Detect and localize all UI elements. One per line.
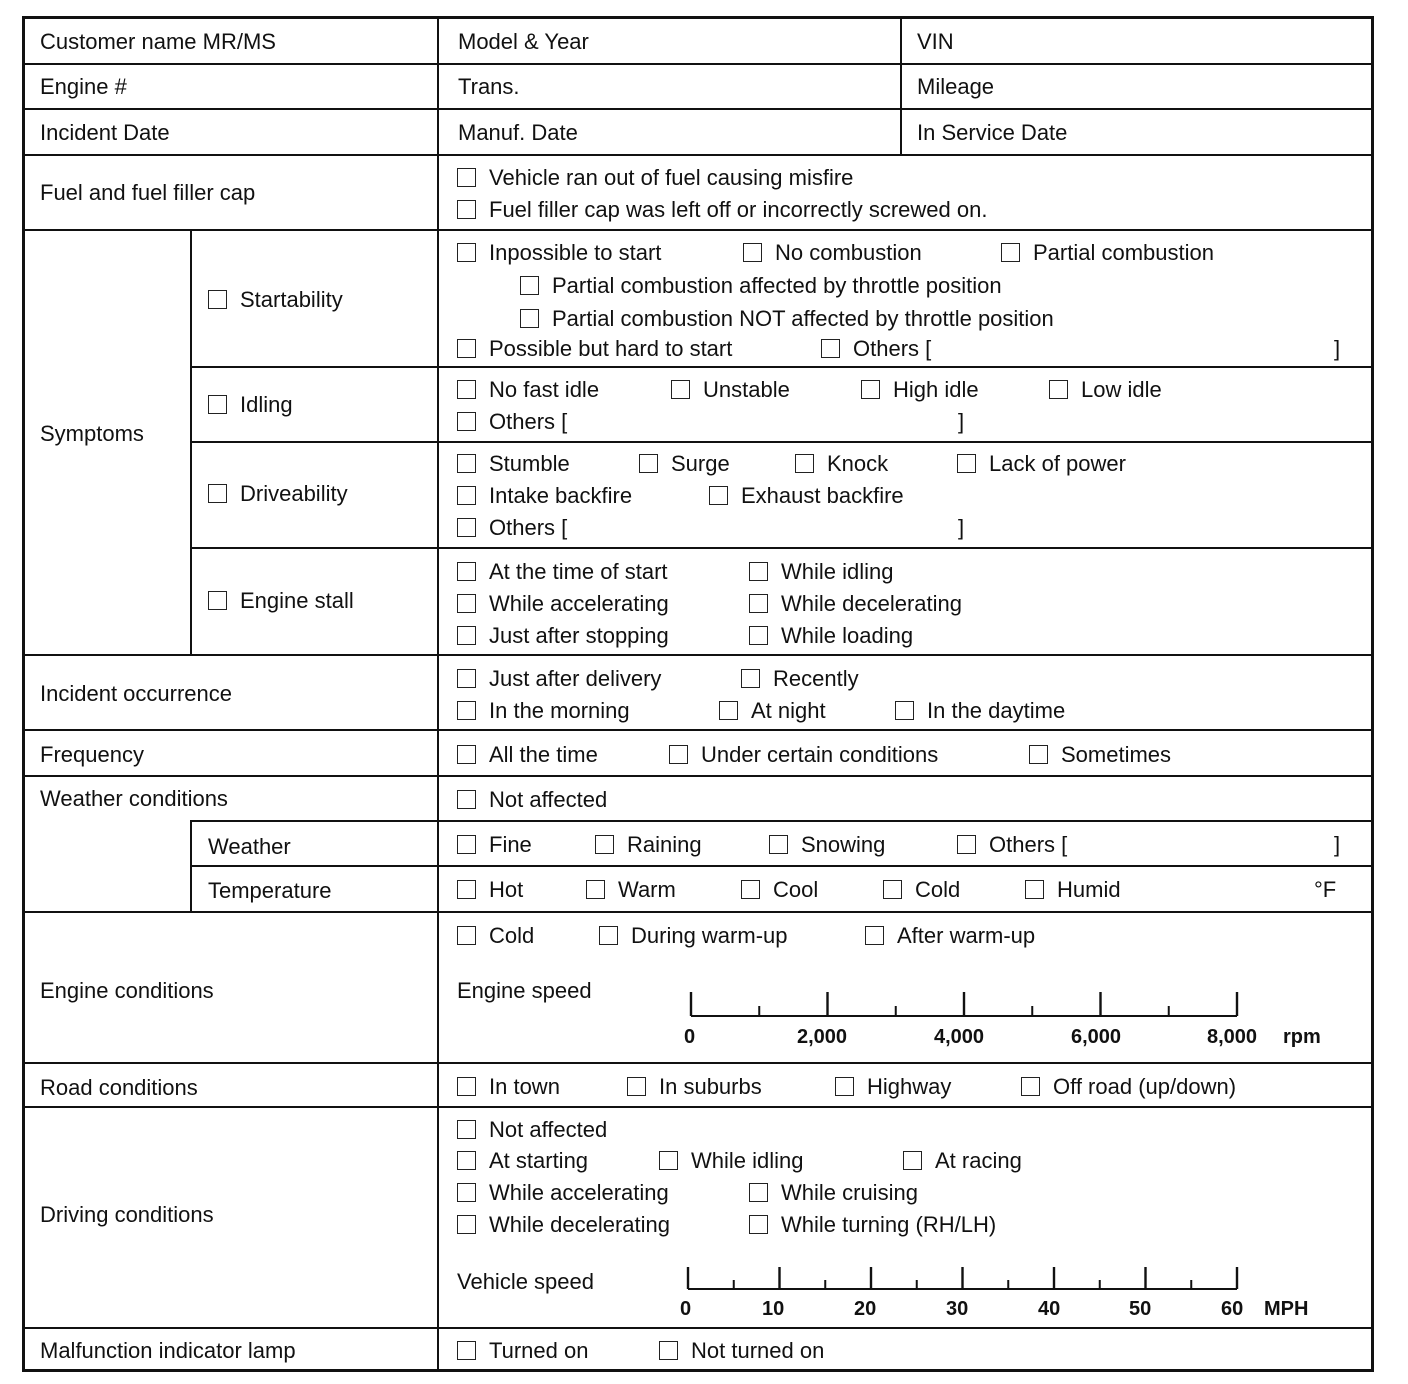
trans-label: Trans. — [458, 74, 520, 99]
stumble-text: Stumble — [489, 451, 570, 476]
driveability-checkbox[interactable] — [208, 484, 227, 503]
outer-border-right — [1371, 16, 1374, 1372]
row-line — [22, 63, 1374, 65]
stall-while-idling-checkbox[interactable] — [749, 562, 768, 581]
morning-checkbox[interactable] — [457, 701, 476, 720]
fuel-ran-out-text: Vehicle ran out of fuel causing misfire — [489, 165, 854, 190]
at-racing-checkbox[interactable] — [903, 1151, 922, 1170]
temperature-label: Temperature — [208, 878, 332, 903]
daytime-text: In the daytime — [927, 698, 1066, 723]
hard-to-start-checkbox[interactable] — [457, 339, 476, 358]
certain-conditions-checkbox[interactable] — [669, 745, 688, 764]
driving-accelerating-text: While accelerating — [489, 1180, 669, 1205]
weather-others-checkbox[interactable] — [957, 835, 976, 854]
at-starting-checkbox[interactable] — [457, 1151, 476, 1170]
startability-label: Startability — [240, 287, 343, 312]
engine-tick-label: 6,000 — [1071, 1026, 1122, 1048]
cool-text: Cool — [773, 877, 819, 902]
in-suburbs-text: In suburbs — [659, 1074, 762, 1099]
vehicle-tick-label: 50 — [1129, 1298, 1152, 1320]
stall-after-stopping-checkbox[interactable] — [457, 626, 476, 645]
row-line — [22, 1327, 1374, 1329]
driving-not-affected-text: Not affected — [489, 1117, 608, 1142]
filler-cap-checkbox[interactable] — [457, 200, 476, 219]
startability-others-close: ] — [1334, 336, 1341, 361]
off-road-checkbox[interactable] — [1021, 1077, 1040, 1096]
stall-while-accelerating-text: While accelerating — [489, 591, 669, 616]
row-line — [22, 154, 1374, 156]
model-year-label: Model & Year — [458, 29, 589, 54]
manuf-date-label: Manuf. Date — [458, 120, 578, 145]
mil-not-turned-on-text: Not turned on — [691, 1338, 825, 1363]
column-divider — [437, 16, 439, 1372]
stall-while-loading-text: While loading — [781, 623, 914, 648]
partial-not-throttle-checkbox[interactable] — [520, 309, 539, 328]
at-racing-text: At racing — [935, 1148, 1022, 1173]
row-line — [190, 547, 1374, 549]
intake-backfire-text: Intake backfire — [489, 483, 633, 508]
startability-others-checkbox[interactable] — [821, 339, 840, 358]
fine-text: Fine — [489, 832, 532, 857]
no-fast-idle-text: No fast idle — [489, 377, 600, 402]
row-line — [22, 775, 1374, 777]
high-idle-text: High idle — [893, 377, 979, 402]
unstable-text: Unstable — [703, 377, 790, 402]
knock-text: Knock — [827, 451, 889, 476]
startability-checkbox[interactable] — [208, 290, 227, 309]
weather-sub-label: Weather — [208, 834, 291, 859]
vehicle-speed-scale — [678, 1262, 1248, 1296]
mil-turned-on-checkbox[interactable] — [457, 1341, 476, 1360]
no-combustion-text: No combustion — [775, 240, 922, 265]
row-line — [190, 820, 1374, 822]
vehicle-tick-label: 10 — [762, 1298, 785, 1320]
idling-others-text[interactable]: Others [ — [489, 409, 568, 434]
surge-checkbox[interactable] — [639, 454, 658, 473]
humid-checkbox[interactable] — [1025, 880, 1044, 899]
idling-others-checkbox[interactable] — [457, 412, 476, 431]
customer-name-label: Customer name MR/MS — [40, 29, 276, 54]
raining-text: Raining — [627, 832, 702, 857]
row-line — [190, 366, 1374, 368]
exhaust-backfire-text: Exhaust backfire — [741, 483, 904, 508]
weather-others-close: ] — [1334, 832, 1341, 857]
cold-text: Cold — [915, 877, 961, 902]
low-idle-text: Low idle — [1081, 377, 1162, 402]
idling-checkbox[interactable] — [208, 395, 227, 414]
partial-not-throttle-text: Partial combustion NOT affected by throttle position — [552, 306, 1054, 331]
driveability-others-close: ] — [958, 515, 965, 540]
fuel-label: Fuel and fuel filler cap — [40, 180, 256, 205]
knock-checkbox[interactable] — [795, 454, 814, 473]
stall-while-loading-checkbox[interactable] — [749, 626, 768, 645]
highway-text: Highway — [867, 1074, 952, 1099]
driving-turning-text: While turning (RH/LH) — [781, 1212, 997, 1237]
row-line — [22, 911, 1374, 913]
engine-tick-label: 8,000 — [1207, 1026, 1258, 1048]
fine-checkbox[interactable] — [457, 835, 476, 854]
highway-checkbox[interactable] — [835, 1077, 854, 1096]
temperature-unit: °F — [1314, 877, 1337, 902]
impossible-start-checkbox[interactable] — [457, 243, 476, 262]
vehicle-tick-label: 30 — [946, 1298, 969, 1320]
mileage-label: Mileage — [917, 74, 995, 99]
mil-label: Malfunction indicator lamp — [40, 1338, 296, 1363]
surge-text: Surge — [671, 451, 730, 476]
frequency-label: Frequency — [40, 742, 144, 767]
no-fast-idle-checkbox[interactable] — [457, 380, 476, 399]
engine-tick-label: 4,000 — [934, 1026, 985, 1048]
weather-not-affected-text: Not affected — [489, 787, 608, 812]
high-idle-checkbox[interactable] — [861, 380, 880, 399]
hot-checkbox[interactable] — [457, 880, 476, 899]
certain-conditions-text: Under certain conditions — [701, 742, 939, 767]
morning-text: In the morning — [489, 698, 630, 723]
engine-speed-scale — [680, 985, 1250, 1025]
outer-border-top — [22, 16, 1374, 19]
daytime-checkbox[interactable] — [895, 701, 914, 720]
impossible-start-text: Inpossible to start — [489, 240, 662, 265]
vin-label: VIN — [917, 29, 954, 54]
row-line — [190, 441, 1374, 443]
partial-combustion-checkbox[interactable] — [1001, 243, 1020, 262]
driving-decelerating-text: While decelerating — [489, 1212, 670, 1237]
engine-cold-checkbox[interactable] — [457, 926, 476, 945]
header-divider — [900, 16, 902, 155]
sometimes-checkbox[interactable] — [1029, 745, 1048, 764]
stall-while-accelerating-checkbox[interactable] — [457, 594, 476, 613]
vehicle-tick-label: 20 — [854, 1298, 877, 1320]
idling-others-close: ] — [958, 409, 965, 434]
fuel-ran-out-checkbox[interactable] — [457, 168, 476, 187]
in-suburbs-checkbox[interactable] — [627, 1077, 646, 1096]
night-checkbox[interactable] — [719, 701, 738, 720]
engine-speed-unit: rpm — [1283, 1026, 1321, 1048]
recently-checkbox[interactable] — [741, 669, 760, 688]
driveability-others-checkbox[interactable] — [457, 518, 476, 537]
engine-tick-label: 0 — [684, 1026, 696, 1048]
driving-not-affected-checkbox[interactable] — [457, 1120, 476, 1139]
driving-conditions-label: Driving conditions — [40, 1202, 214, 1227]
engine-cold-text: Cold — [489, 923, 535, 948]
vehicle-tick-label: 60 — [1221, 1298, 1244, 1320]
road-conditions-label: Road conditions — [40, 1075, 198, 1100]
outer-border-left — [22, 16, 25, 1372]
incident-date-label: Incident Date — [40, 120, 170, 145]
row-line — [22, 1062, 1374, 1064]
vehicle-speed-label: Vehicle speed — [457, 1269, 594, 1294]
engine-stall-label: Engine stall — [240, 588, 354, 613]
partial-combustion-text: Partial combustion — [1033, 240, 1214, 265]
unstable-checkbox[interactable] — [671, 380, 690, 399]
snowing-checkbox[interactable] — [769, 835, 788, 854]
during-warmup-checkbox[interactable] — [599, 926, 618, 945]
driveability-others-text[interactable]: Others [ — [489, 515, 568, 540]
off-road-text: Off road (up/down) — [1053, 1074, 1237, 1099]
row-line — [22, 108, 1374, 110]
partial-throttle-text: Partial combustion affected by throttle position — [552, 273, 1002, 298]
raining-checkbox[interactable] — [595, 835, 614, 854]
all-the-time-text: All the time — [489, 742, 598, 767]
occurrence-label: Incident occurrence — [40, 681, 232, 706]
cold-checkbox[interactable] — [883, 880, 902, 899]
after-delivery-checkbox[interactable] — [457, 669, 476, 688]
vehicle-tick-label: 40 — [1038, 1298, 1061, 1320]
in-town-checkbox[interactable] — [457, 1077, 476, 1096]
idling-label: Idling — [240, 392, 293, 417]
stumble-checkbox[interactable] — [457, 454, 476, 473]
in-town-text: In town — [489, 1074, 560, 1099]
mil-turned-on-text: Turned on — [489, 1338, 589, 1363]
at-starting-text: At starting — [489, 1148, 589, 1173]
after-delivery-text: Just after delivery — [489, 666, 662, 691]
engine-tick-label: 2,000 — [797, 1026, 848, 1048]
stall-at-start-checkbox[interactable] — [457, 562, 476, 581]
vehicle-speed-unit: MPH — [1264, 1298, 1309, 1320]
lack-of-power-checkbox[interactable] — [957, 454, 976, 473]
weather-others-text[interactable]: Others [ — [989, 832, 1068, 857]
lack-of-power-text: Lack of power — [989, 451, 1126, 476]
driving-cruising-text: While cruising — [781, 1180, 918, 1205]
row-line — [22, 229, 1374, 231]
all-the-time-checkbox[interactable] — [457, 745, 476, 764]
intake-backfire-checkbox[interactable] — [457, 486, 476, 505]
row-line — [22, 1106, 1374, 1108]
stall-while-decelerating-checkbox[interactable] — [749, 594, 768, 613]
exhaust-backfire-checkbox[interactable] — [709, 486, 728, 505]
outer-border-bottom — [22, 1369, 1374, 1372]
driving-accelerating-checkbox[interactable] — [457, 1183, 476, 1202]
engine-conditions-label: Engine conditions — [40, 978, 214, 1003]
during-warmup-text: During warm-up — [631, 923, 788, 948]
engine-speed-label: Engine speed — [457, 978, 592, 1003]
stall-at-start-text: At the time of start — [489, 559, 668, 584]
driving-idling-checkbox[interactable] — [659, 1151, 678, 1170]
after-warmup-checkbox[interactable] — [865, 926, 884, 945]
startability-others-text[interactable]: Others [ — [853, 336, 932, 361]
driving-cruising-checkbox[interactable] — [749, 1183, 768, 1202]
weather-conditions-label: Weather conditions — [40, 786, 228, 811]
engine-stall-checkbox[interactable] — [208, 591, 227, 610]
symptoms-label: Symptoms — [40, 421, 144, 446]
no-combustion-checkbox[interactable] — [743, 243, 762, 262]
humid-text: Humid — [1057, 877, 1121, 902]
hard-to-start-text: Possible but hard to start — [489, 336, 733, 361]
stall-after-stopping-text: Just after stopping — [489, 623, 669, 648]
warm-checkbox[interactable] — [586, 880, 605, 899]
in-service-date-label: In Service Date — [917, 120, 1068, 145]
sometimes-text: Sometimes — [1061, 742, 1172, 767]
warm-text: Warm — [618, 877, 676, 902]
driveability-label: Driveability — [240, 481, 348, 506]
snowing-text: Snowing — [801, 832, 886, 857]
row-line — [22, 654, 1374, 656]
night-text: At night — [751, 698, 826, 723]
engine-number-label: Engine # — [40, 74, 127, 99]
partial-throttle-checkbox[interactable] — [520, 276, 539, 295]
after-warmup-text: After warm-up — [897, 923, 1036, 948]
stall-while-idling-text: While idling — [781, 559, 894, 584]
recently-text: Recently — [773, 666, 859, 691]
low-idle-checkbox[interactable] — [1049, 380, 1068, 399]
hot-text: Hot — [489, 877, 524, 902]
mil-not-turned-on-checkbox[interactable] — [659, 1341, 678, 1360]
driving-turning-checkbox[interactable] — [749, 1215, 768, 1234]
row-line — [22, 729, 1374, 731]
filler-cap-text: Fuel filler cap was left off or incorrectly screwed on. — [489, 197, 988, 222]
driving-idling-text: While idling — [691, 1148, 804, 1173]
driving-decelerating-checkbox[interactable] — [457, 1215, 476, 1234]
weather-not-affected-checkbox[interactable] — [457, 790, 476, 809]
row-line — [190, 865, 1374, 867]
cool-checkbox[interactable] — [741, 880, 760, 899]
stall-while-decelerating-text: While decelerating — [781, 591, 962, 616]
vehicle-tick-label: 0 — [680, 1298, 692, 1320]
